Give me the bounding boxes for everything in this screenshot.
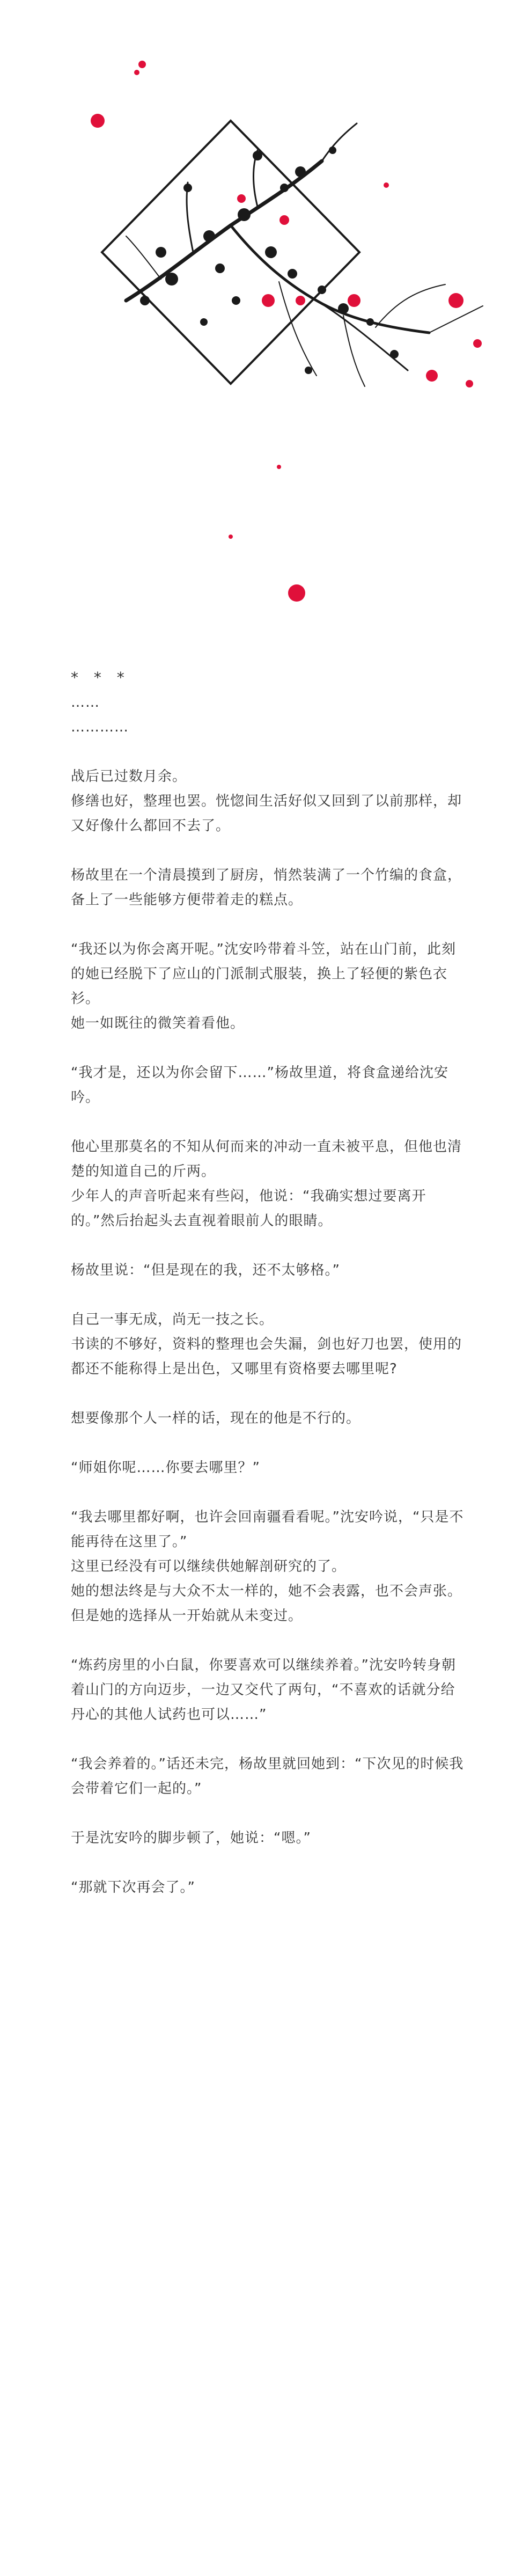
paragraph-line: 杨故里说：“但是现在的我，还不太够格。”	[71, 1262, 340, 1278]
paragraph-line: “我会养着的。”话还未完，杨故里就回她到：“下次见的时候我会带着它们一起的。”	[71, 1756, 464, 1797]
paragraph-group	[71, 1307, 468, 1381]
ellipsis-long: …………	[71, 719, 129, 735]
paragraph-line: 这里已经没有可以继续供她解剖研究的了。	[71, 1558, 347, 1575]
paragraph-line: “师姐你呢……你要去哪里？”	[71, 1460, 260, 1476]
story-body	[71, 665, 468, 1900]
paragraph-line: 修缮也好，整理也罢。恍惚间生活好似又回到了以前那样，却又好像什么都回不去了。	[71, 793, 462, 834]
paragraph-line: 杨故里在一个清晨摸到了厨房，悄然装满了一个竹编的食盒，备上了一些能够方便带着走的糕点。	[71, 867, 462, 908]
paragraph-line: “那就下次再会了。”	[71, 1879, 195, 1896]
paragraph-group	[71, 1653, 468, 1727]
paragraph-group	[71, 937, 468, 1036]
paragraph-line: 于是沈安吟的脚步顿了，她说：“嗯。”	[71, 1830, 311, 1846]
paragraph-group	[71, 1135, 468, 1233]
paragraph-line: 自己一事无成，尚无一技之长。	[71, 1312, 274, 1328]
paragraph-line: 书读的不够好，资料的整理也会失漏，剑也好刀也罢，使用的都还不能称得上是出色，又哪里有资格要去哪里呢?	[71, 1336, 462, 1377]
paragraph-group	[71, 1406, 468, 1431]
paragraph-line: “我去哪里都好啊，也许会回南疆看看呢。”沈安吟说，“只是不能再待在这里了。”	[71, 1509, 464, 1550]
ellipsis-short: ……	[71, 694, 100, 711]
paragraph-line: 战后已过数月余。	[71, 769, 187, 785]
paragraph-group	[71, 1875, 468, 1900]
plum-blossom-header-art	[0, 0, 515, 633]
paragraph-line: 她的想法终是与大众不太一样的，她不会表露，也不会声张。但是她的选择从一开始就从未变过。	[71, 1583, 462, 1624]
paragraph-group	[71, 863, 468, 912]
paragraph-group	[71, 1455, 468, 1480]
plum-branch-icon	[126, 123, 483, 386]
paragraph-line: 她一如既往的微笑着看他。	[71, 1015, 245, 1031]
paragraph-group	[71, 764, 468, 838]
paragraph-line: 少年人的声音听起来有些闷，他说：“我确实想过要离开的。”然后抬起头去直视着眼前人的眼睛。	[71, 1188, 426, 1229]
paragraph-line: 想要像那个人一样的话，现在的他是不行的。	[71, 1410, 361, 1426]
paragraph-line: 他心里那莫名的不知从何而来的冲动一直未被平息，但他也清楚的知道自己的斤两。	[71, 1139, 462, 1180]
paragraph-group	[71, 1258, 468, 1283]
paragraph-group	[71, 1826, 468, 1850]
paragraph-group	[71, 1060, 468, 1110]
paragraph-line: “我才是，还以为你会留下……”杨故里道，将食盒递给沈安吟。	[71, 1065, 448, 1106]
section-mark: * * *	[71, 669, 130, 686]
paragraph-group	[71, 1505, 468, 1628]
ink-bud-icon	[140, 147, 399, 374]
paragraph-line: “炼药房里的小白鼠，你要喜欢可以继续养着。”沈安吟转身朝着山门的方向迈步，一边又交代了两句，“不喜欢的话就分给丹心的其他人试药也可以……”	[71, 1657, 456, 1723]
paragraph-group	[71, 1752, 468, 1801]
paragraph-line: “我还以为你会离开呢。”沈安吟带着斗笠，站在山门前，此刻的她已经脱下了应山的门派制式服装，换上了轻便的紫色衣衫。	[71, 941, 456, 1007]
